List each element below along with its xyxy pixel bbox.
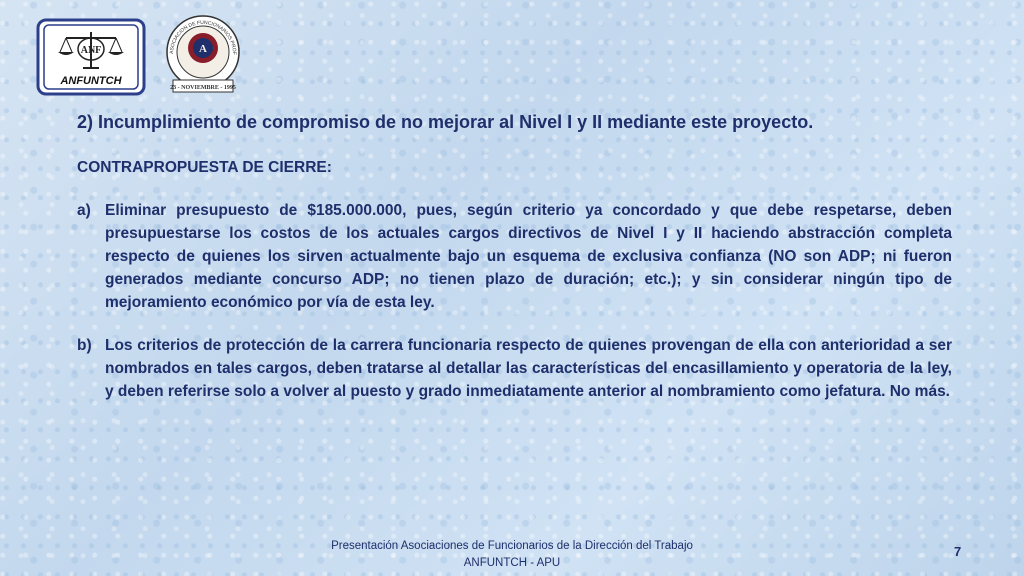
list-item-text: Los criterios de protección de la carrera funcionaria respecto de quienes provengan de ella con anterioridad a ser nombrados en tales cargos, deben tratarse al detallar las características del encasillamiento y operatoria de la ley, y deben referirse solo a volver al puesto y grado inmediatamente anterior al nombramiento como jefatura. No más. <box>105 337 952 400</box>
svg-text:A: A <box>199 43 207 55</box>
seal-date-text: 23 - NOVIEMBRE - 1995 <box>170 85 236 91</box>
list-marker: b) <box>77 337 92 354</box>
slide-footer <box>0 538 1024 572</box>
footer-line-1: Presentación Asociaciones de Funcionarios de la Dirección del Trabajo <box>331 540 693 552</box>
association-seal-logo <box>163 10 243 98</box>
footer-line-2: ANFUNTCH - APU <box>463 557 561 569</box>
page-number: 7 <box>954 544 962 559</box>
list-marker: a) <box>77 202 91 219</box>
list-item-b <box>77 334 952 403</box>
slide-content <box>77 112 952 423</box>
list-item-text: Eliminar presupuesto de $185.000.000, pues, según criterio ya concordado y que debe respetarse, deben presupuestarse los costos de los actuales cargos directivos de Nivel I y II haciendo abstracción completa respecto de quienes los sirven actualmente bajo un esquema de exclusiva confianza (NO son ADP; ni fueron generados mediante concurso ADP; no tienen plazo de duración; etc.); y sin considerar ningún tipo de mejoramiento económico por vía de esta ley. <box>105 202 952 311</box>
slide-heading: 2) Incumplimiento de compromiso de no mejorar al Nivel I y II mediante este proyecto. <box>77 112 814 132</box>
list-item-a <box>77 199 952 314</box>
anfuntch-logo <box>36 18 146 96</box>
slide-subheading: CONTRAPROPUESTA DE CIERRE: <box>77 159 332 176</box>
logo-monogram: ANF <box>80 45 102 56</box>
seal-arc-text: ASOCIACION DE FUNCIONARIOS PROF <box>168 19 238 55</box>
logo-text: ANFUNTCH <box>60 75 122 87</box>
